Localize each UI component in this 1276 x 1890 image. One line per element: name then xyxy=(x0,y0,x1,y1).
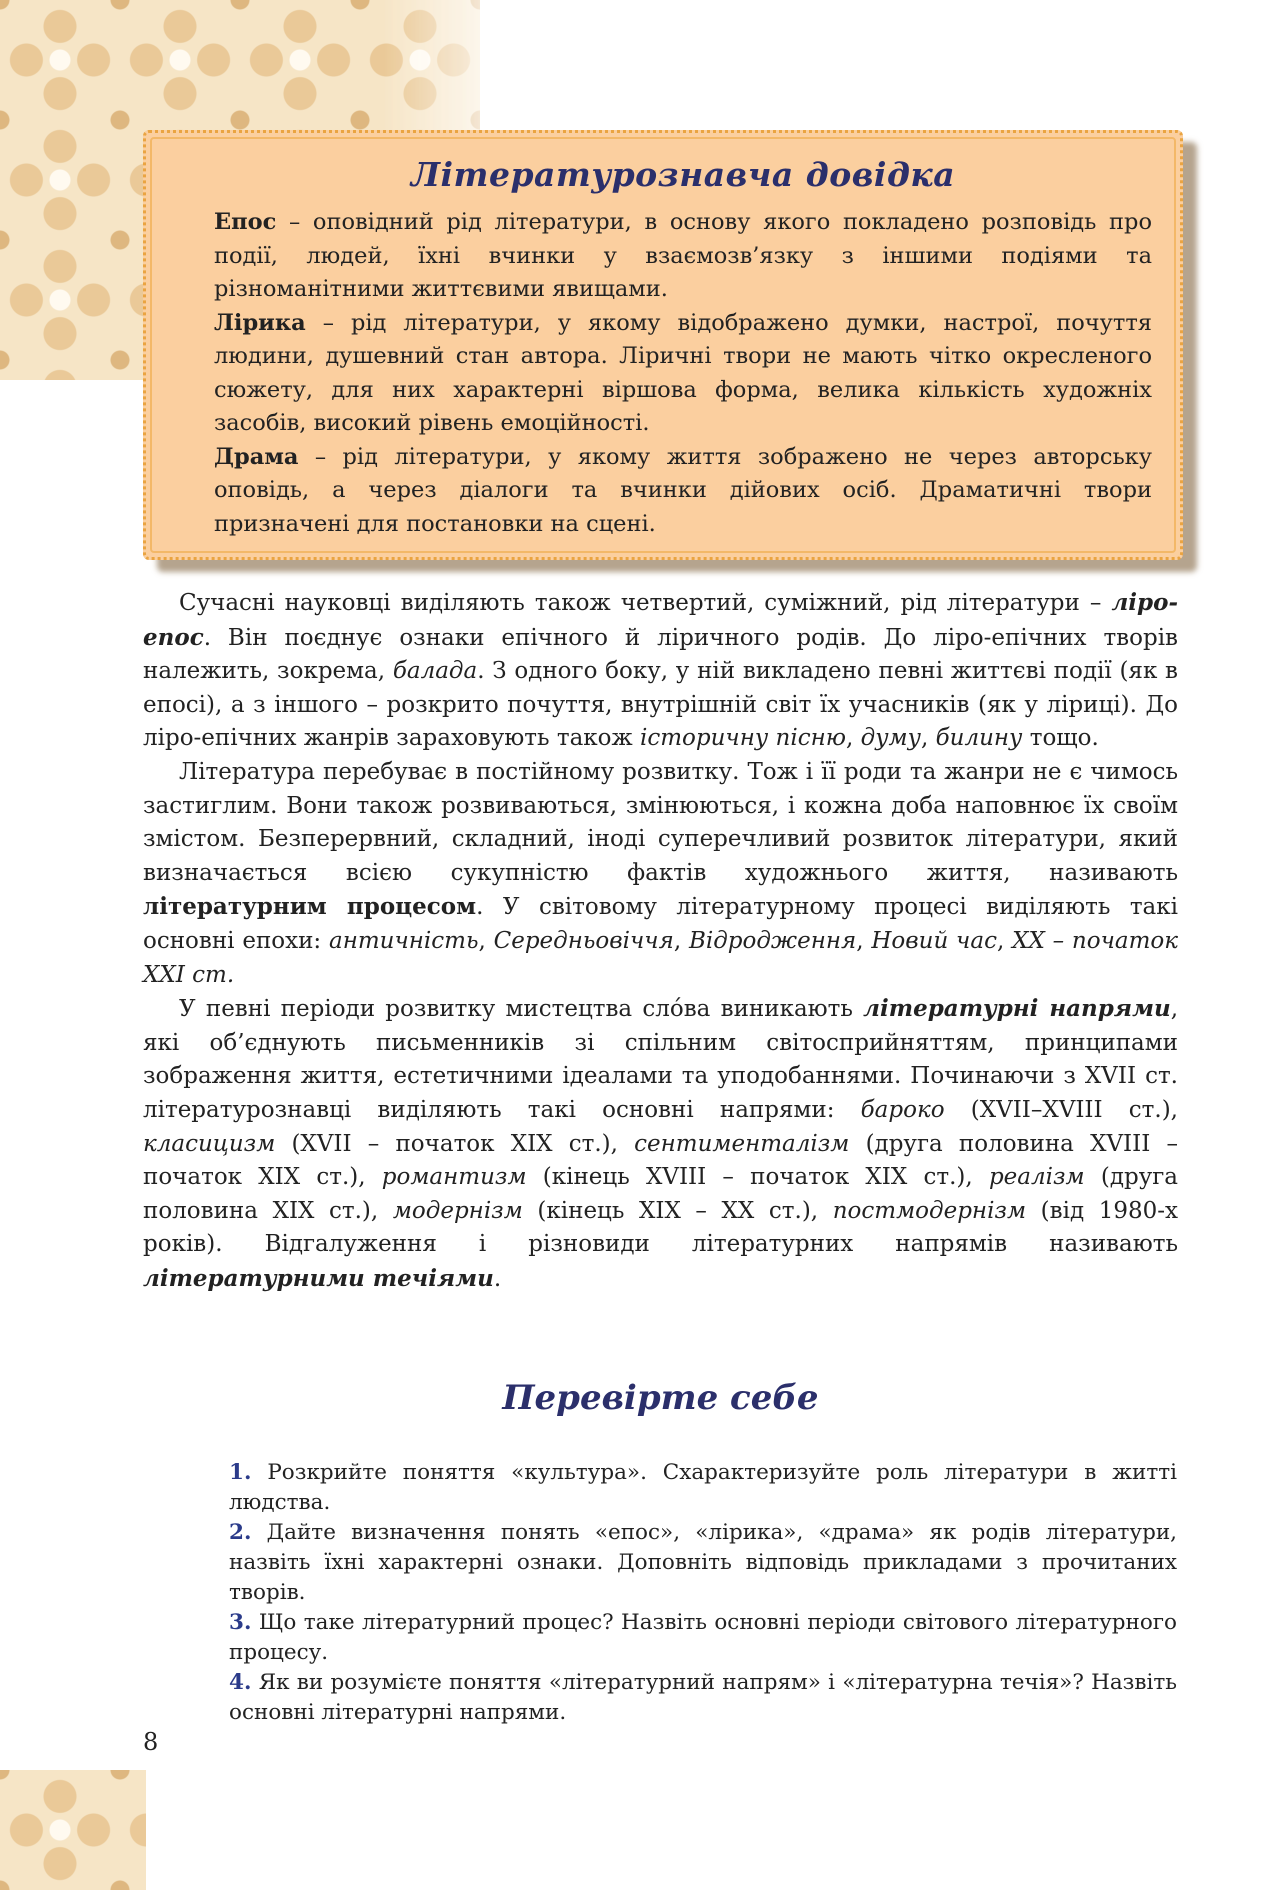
question-text: Дайте визначення понять «епос», «лірика», «драма» як родів літератури, назвіть їхні характерні ознаки. Доповніть відповідь прикладами з прочитаних творів. xyxy=(229,1520,1177,1605)
check-yourself-title: Перевірте себе xyxy=(502,1378,819,1418)
term-renaissance: Відродження xyxy=(688,927,857,954)
question-text: Як ви розумієте поняття «літературний напрям» і «літературна течія»? Назвіть основні літературні напрями. xyxy=(229,1670,1177,1725)
epos-term: Епос xyxy=(214,209,277,235)
term-literary-process: літературним процесом xyxy=(143,893,477,921)
drama-term: Драма xyxy=(214,443,299,470)
text: (XVII–XVIII ст.), xyxy=(944,1096,1178,1123)
term-classicism: класицизм xyxy=(143,1130,276,1157)
reference-epos xyxy=(214,206,1152,307)
text: Література перебуває в постійному розвитку. Тож і її роди та жанри не є чимось застиглим. Вони також розвиваються, змінюються, і кожна доба наповнює їх своїм змістом. Безперервний, складний, іноді суперечливий розвиток літератури, який визначається всією сукупністю фактів художнього життя, називають xyxy=(143,758,1178,886)
text: , xyxy=(856,927,872,954)
term-middle-ages: Середньовіччя xyxy=(493,927,674,954)
text: , xyxy=(673,927,689,954)
paragraph-liroepos xyxy=(143,586,1178,756)
question-number: 1. xyxy=(229,1460,252,1485)
text: тощо. xyxy=(1022,725,1099,752)
epos-text: – оповідний рід літератури, в основу якого покладено розповідь про події, людей, їхні вчинки у взаємозв’язку з іншими подіями та різноманітними життєвими явищами. xyxy=(214,209,1152,302)
question-2 xyxy=(229,1518,1177,1608)
text: . Він поєднує ознаки епічного й ліричного родів. До ліро-епічних творів належить, зокрема, xyxy=(143,624,1178,685)
text: . xyxy=(493,1265,502,1292)
question-number: 4. xyxy=(229,1670,252,1695)
term-sentimentalism: сентименталізм xyxy=(634,1130,850,1157)
term-modernism: модернізм xyxy=(392,1197,523,1224)
term-romanticism: романтизм xyxy=(381,1164,527,1191)
text: . З одного боку, у ній викладено певні життєві події (як в епосі), а з іншого – розкрито почуття, внутрішній світ їх учасників (як у ліриці). До ліро-епічних жанрів зараховують також xyxy=(143,658,1178,752)
term-literary-directions: літературні напрями xyxy=(863,995,1171,1023)
text: Сучасні науковці виділяють також четвертий, суміжний, рід літератури – xyxy=(179,590,1112,616)
term-literary-currents: літературними течіями xyxy=(143,1264,494,1292)
text: , xyxy=(920,725,936,752)
question-number: 3. xyxy=(229,1610,252,1635)
paragraph-directions xyxy=(143,992,1178,1296)
term-antiquity: античність xyxy=(328,927,479,954)
text: (від 1980-х років). Відгалуження і різновиди літературних напрямів називають xyxy=(143,1197,1178,1258)
question-4 xyxy=(229,1668,1177,1728)
term-historical-song: історичну пісню xyxy=(640,725,846,752)
reference-lyrics xyxy=(214,307,1152,441)
question-text: Розкрийте поняття «культура». Схарактеризуйте роль літератури в житті людства. xyxy=(229,1460,1177,1515)
text: , xyxy=(996,927,1013,954)
main-text xyxy=(143,586,1178,1296)
term-ballad: балада xyxy=(392,658,478,685)
reference-drama xyxy=(214,441,1152,542)
reference-title: Літературознавча довідка xyxy=(410,155,956,194)
text: (XVII – початок XIX ст.), xyxy=(275,1130,635,1157)
question-number: 2. xyxy=(229,1520,252,1545)
page-number: 8 xyxy=(143,1728,159,1756)
bottom-ornament xyxy=(0,1770,146,1890)
text: (кінець XVIII – початок XIX ст.), xyxy=(526,1164,989,1191)
term-duma: думу xyxy=(860,725,921,752)
term-modern: ХХ – початок ХХІ ст. xyxy=(143,927,1178,988)
text: , які об’єднують письменників зі спільним світосприйняттям, принципами зображення життя, естетичними ідеалами та уподобаннями. Починаючи з XVII ст. літературознавці виділяють такі основні напрями: xyxy=(143,996,1178,1123)
term-bylyna: билину xyxy=(935,725,1023,752)
text: У певні періоди розвитку мистецтва сло́ва виникають xyxy=(179,996,864,1023)
lyrics-term: Лірика xyxy=(214,309,306,336)
question-text: Що таке літературний процес? Назвіть основні періоди світового літературного процесу. xyxy=(229,1610,1177,1665)
text: (друга половина XIX ст.), xyxy=(143,1164,1178,1224)
question-3 xyxy=(229,1608,1177,1668)
term-new-time: Новий час xyxy=(871,927,997,954)
questions-list xyxy=(229,1458,1177,1728)
term-liroepos: ліро-епос xyxy=(143,589,1178,651)
text: , xyxy=(846,725,861,752)
text: (друга половина XVIII – початок XIX ст.), xyxy=(143,1130,1178,1191)
text: , xyxy=(478,927,494,954)
term-baroque: бароко xyxy=(860,1096,945,1123)
lyrics-text: – рід літератури, у якому відображено думки, настрої, почуття людини, душевний стан автора. Ліричні твори не мають чітко окресленого сюжету, для них характерні віршова форма, велика кількість художніх засобів, високий рівень емоційності. xyxy=(214,309,1152,436)
drama-text: – рід літератури, у якому життя зображено не через авторську оповідь, а через діалоги та вчинки дійових осіб. Драматичні твори призначені для постановки на сцені. xyxy=(214,443,1152,537)
text: . У світовому літературному процесі виділяють такі основні епохи: xyxy=(143,894,1178,954)
paragraph-process xyxy=(143,756,1178,992)
text: (кінець XIX – XX ст.), xyxy=(522,1197,833,1224)
term-postmodernism: постмодернізм xyxy=(832,1197,1027,1224)
reference-box xyxy=(143,130,1183,560)
question-1 xyxy=(229,1458,1177,1518)
term-realism: реалізм xyxy=(988,1164,1085,1191)
